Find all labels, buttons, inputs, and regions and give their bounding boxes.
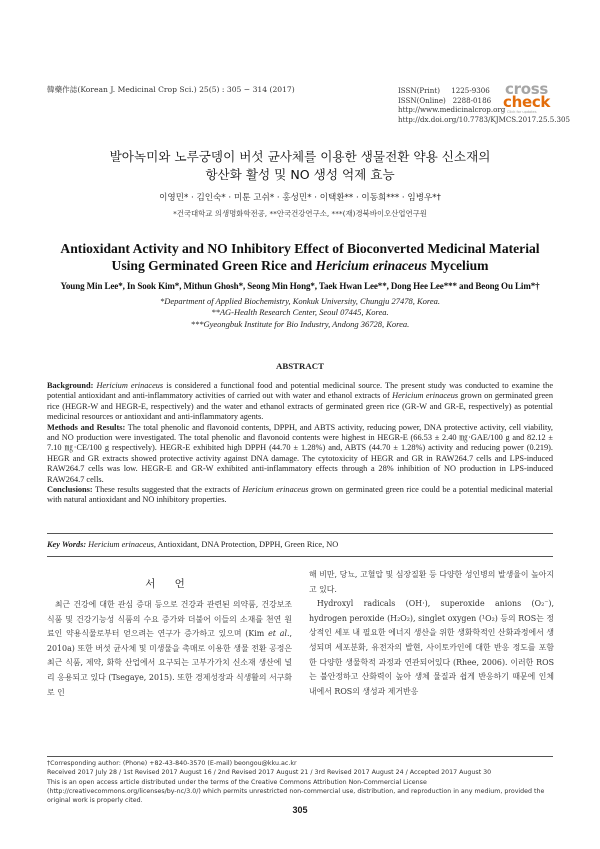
korean-title-line1: 발아녹미와 노루궁뎅이 버섯 균사체를 이용한 생물전환 약용 신소재의 [109, 149, 491, 164]
affiliation-1: *Department of Applied Biochemistry, Konkuk University, Chungju 27478, Korea. [160, 296, 440, 306]
english-title [0, 241, 600, 274]
abstract-body [47, 381, 553, 506]
background-text: grown on germinated green rice (HEGR-W and HEGR-E, respectively) and the water and ethanol extracts of germinated green rice (GR-W and GR-E, respectively) as potential medicinal resources or antioxidant and anti-inflammatory agents. [47, 391, 553, 422]
background-text: is considered a functional food and potential medicinal source. The present study was conducted to examine the potential antioxidant and anti-inflammatory activities of carried out with water and ethanol extracts of [47, 381, 553, 401]
korean-title-line2: 항산화 활성 및 NO 생성 억제 효능 [205, 167, 395, 182]
korean-affiliation: *건국대학교 의생명화학전공, **안국건강연구소, ***(재)경북바이오산업연구원 [173, 209, 427, 218]
issn-online: ISSN(Online) 2288-0186 [398, 95, 492, 105]
korean-authors: 이영민* · 김인숙* · 미툰 고쉬* · 홍성민* · 이택환** · 이동희*** · 임병우*† [159, 193, 441, 203]
intro-paragraph-1 [47, 598, 292, 700]
english-title-species: Hericium erinaceus [315, 257, 427, 273]
keywords-label: Key Words: [47, 540, 87, 549]
english-title-line1: Antioxidant Activity and NO Inhibitory Effect of Bioconverted Medicinal Material [60, 241, 540, 256]
corresponding-author: †Corresponding author: (Phone) +82-43-840-3570 (E-mail) beongou@kku.ac.kr [47, 760, 297, 767]
english-authors: Young Min Lee*, In Sook Kim*, Mithun Ghosh*, Seong Min Hong*, Taek Hwan Lee**, Dong Hee Lee*** and Beong Ou Lim*† [60, 281, 540, 291]
conclusions-text: grown on germinated green rice could be a potential medicinal material with natural antioxidant and NO inhibitory properties. [47, 485, 553, 505]
crossmark-word-cross: cross [505, 80, 548, 98]
background-label: Background: [47, 381, 94, 390]
intro-text: 최근 건강에 대한 관심 증대 등으로 건강과 관련된 의약품, 건강보조식품 및 건강기능성 식품의 수요 증가와 더불어 이들의 소재를 천연 원료인 약용식물로부터 얻으려는 연구가 증가하고 있으며 (Kim [47, 600, 292, 639]
english-title-part: Using Germinated Green Rice and [111, 257, 316, 273]
doi-link[interactable]: http://dx.doi.org/10.7783/KJMCS.2017.25.5.305 [398, 114, 571, 124]
abstract-heading: ABSTRACT [276, 361, 324, 371]
intro-text: ., 2010a) 또한 버섯 균사체 및 미생물을 촉매로 이용한 생물 전환 공정은 최근 식품, 제약, 화학 산업에서 요구되는 고부가가치 신소재 생산에 널리 응용되고 있다 (Tsegaye, 2015). 또한 경제성장과 식생활의 서구화로 인 [47, 629, 293, 697]
body-right-column [309, 568, 554, 699]
english-title-line2 [0, 258, 600, 275]
english-title-part: Mycelium [426, 257, 489, 273]
korean-title [0, 148, 600, 184]
intro-paragraph-1-cont: 해 비만, 당뇨, 고혈압 및 심장질환 등 다양한 성인병의 발생율이 높아지고 있다. [309, 570, 554, 594]
crossmark-logo[interactable] [503, 82, 557, 116]
keywords-divider [47, 556, 553, 557]
crossmark-tagline: Click for updates [507, 110, 537, 114]
abstract-methods [47, 423, 553, 485]
received-dates: Received 2017 July 28 / 1st Revised 2017 August 16 / 2nd Revised 2017 August 21 / 3rd Revised 2017 August 24 / Accepted 2017 August 30 [47, 769, 492, 777]
footnote-divider [47, 756, 553, 757]
species-name: Hericium erinaceus [96, 381, 164, 390]
abstract-conclusions [47, 485, 553, 506]
conclusions-text: These results suggested that the extracts of [92, 485, 243, 495]
body-left-column [47, 598, 292, 700]
affiliation-3: ***Gyeongbuk Institute for Bio Industry, Andong 36728, Korea. [190, 318, 410, 329]
license-statement: This is an open access article distributed under the terms of the Creative Commons Attribution Non-Commercial License (http://creativecommons.org/licenses/by-nc/3.0/) which permits unrestricted non-commercial use, distribution, and reproduction in any medium, provided the original work is properly cited. [47, 778, 545, 805]
journal-website-link[interactable]: http://www.medicinalcrop.org [398, 105, 506, 115]
species-name: Hericium erinaceus [392, 391, 459, 401]
keywords-species: Hericium erinaceus [86, 540, 154, 549]
keywords-list: , Antioxidant, DNA Protection, DPPH, Green Rice, NO [153, 540, 339, 549]
journal-citation: 韓藥作誌(Korean J. Medicinal Crop Sci.) 25(5) : 305 − 314 (2017) [47, 85, 295, 94]
et-al: et al [268, 629, 287, 639]
species-name: Hericium erinaceus [242, 485, 309, 495]
keywords [47, 540, 557, 549]
methods-text: The total phenolic and flavonoid contents, DPPH, and ABTS activity, reducing power, DNA protective activity, cell viability, and NO production were investigated. The total phenolic and flavonoid contents were highest in HEGR-E (66.53 ± 2.40 ㎎·GAE/100 g and 82.12 ± 7.10 ㎎·CE/100 g respectively). HEGR-E exhibited high DPPH (44.70 ± 1.28%) and, ABTS (44.70 ± 1.28%) activity and reducing power (0.219). HEGR and GR extracts showed protective activity against DNA damage. The cytotoxicity of HEGR and GR in RAW264.7 cells and LPS-induced RAW264.7 cells was low. HEGR-E and GR-W exhibited anti-inflammatory effects through a 28% inhibition of NO production in LPS-induced RAW264.7 cells. [47, 422, 553, 484]
section-heading-introduction: 서 언 [145, 578, 193, 590]
methods-label: Methods and Results: [47, 422, 126, 432]
english-affiliations [0, 296, 600, 330]
issn-print: ISSN(Print) 1225-9306 [398, 86, 490, 95]
intro-paragraph-2: Hydroxyl radicals (OH·), superoxide anions (O₂⁻), hydrogen peroxide (H₂O₂), singlet oxygen (¹O₂) 등의 ROS는 정상적인 세포 내 필요한 에너지 생산을 위한 생화학적인 산화과정에서 생성되며 세포분화, 유전자의 발현, 사이토카인에 대한 반응 정도를 포함한 다양한 생물학적 과정과 연관되어있다 (Rhee, 2006). 이러한 ROS는 불안정하고 산화력이 높아 생체 물질과 쉽게 반응하기 때문에 인체 내에서 ROS의 생성과 제거반응 [309, 599, 554, 696]
footnote [47, 759, 557, 805]
conclusions-label: Conclusions: [47, 485, 93, 495]
abstract-divider [47, 533, 553, 534]
abstract-background [47, 381, 553, 423]
affiliation-2: **AG-Health Research Center, Seoul 07445, Korea. [211, 307, 389, 318]
page-number: 305 [292, 805, 308, 815]
crossmark-word-check: check [503, 93, 551, 111]
